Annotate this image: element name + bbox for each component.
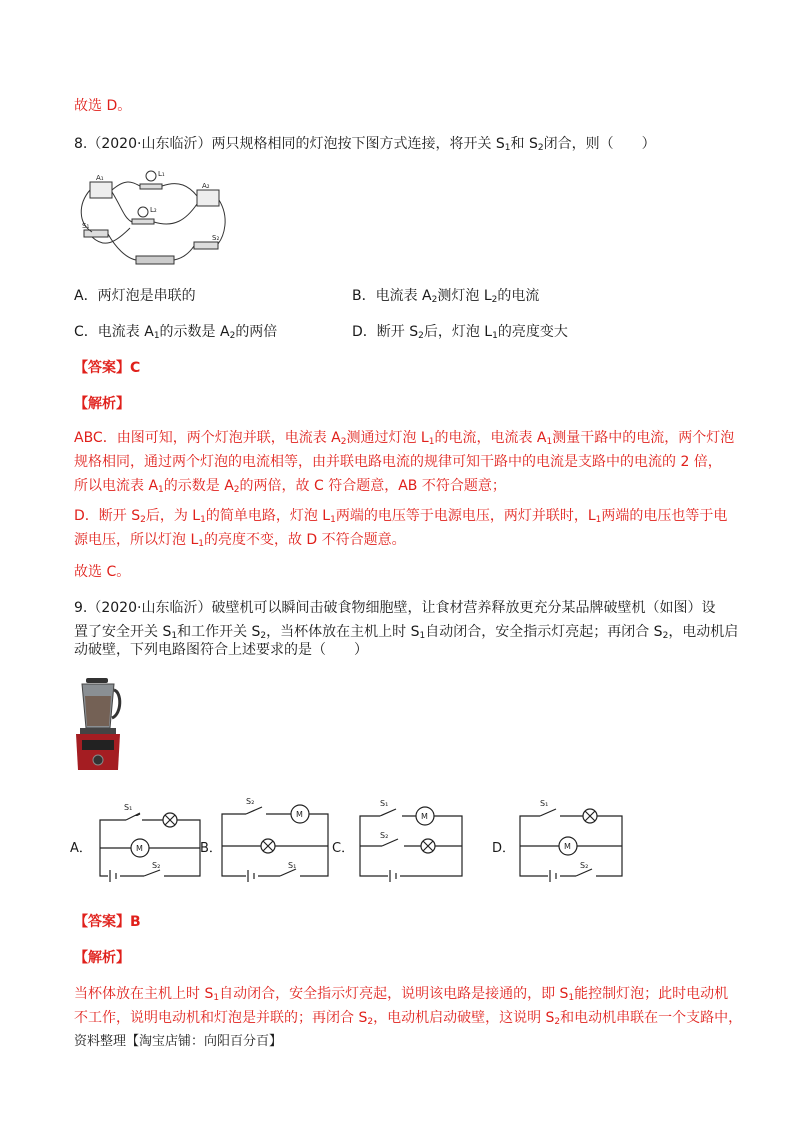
- circuit-label: S₁: [288, 861, 297, 870]
- q8-stem: [74, 134, 656, 158]
- q8-stem-text: 和 S: [510, 136, 538, 152]
- circuit-label: S₂: [380, 831, 389, 840]
- circuit-b: [222, 805, 328, 882]
- circuit-label: S₂: [152, 861, 161, 870]
- q9-answer: 【答案】B: [74, 914, 141, 930]
- fig-label: S₂: [212, 234, 220, 242]
- circuit-label: M: [136, 844, 143, 853]
- q8-option-d: [352, 322, 568, 346]
- circuit-label: M: [296, 810, 303, 819]
- prev-conclusion: 故选 D。: [74, 98, 132, 114]
- analysis-text: 测通过灯泡 L: [346, 430, 429, 446]
- sub: 2: [340, 437, 347, 447]
- sub: 2: [662, 631, 669, 641]
- q8-analysis-line2: 规格相同，通过两个灯泡的电流相等，由并联电路电流的规律可知干路中的电流是支路中的电流的 2 倍，: [74, 454, 722, 470]
- sub: 1: [200, 515, 206, 525]
- option-text: 的两倍: [235, 324, 278, 340]
- analysis-text: 和电动机串联在一个支路中，: [560, 1010, 743, 1026]
- q9-analysis-line2: [74, 1008, 742, 1032]
- analysis-text: 能控制灯泡；此时电动机: [574, 986, 729, 1002]
- option-text: 的亮度变大: [497, 324, 568, 340]
- analysis-text: 自动闭合，安全指示灯亮起，说明该电路是接通的，即 S: [219, 986, 569, 1002]
- analysis-text: ABC．由图可知，两个灯泡并联，电流表 A: [74, 430, 341, 446]
- q8-circuit-figure: [74, 168, 230, 268]
- fig-label: A₂: [202, 182, 210, 190]
- analysis-text: 的简单电路，灯泡 L: [205, 508, 331, 524]
- analysis-text: 测量干路中的电流，两个灯泡: [552, 430, 735, 446]
- sub: 2: [537, 143, 544, 153]
- q8-option-c: [74, 322, 277, 346]
- q9-stem-text: 破壁机可以瞬间击破食物细胞壁，让食材营养释放更充分某品牌破壁机（如图）设: [211, 600, 716, 616]
- sub: 1: [546, 437, 553, 447]
- analysis-text: 所以电流表 A: [74, 478, 159, 494]
- q8-stem-text: 两只规格相同的灯泡按下图方式连接，将开关 S: [211, 136, 505, 152]
- q8-analysis-line1: [74, 428, 734, 452]
- q8-answer: 【答案】C: [74, 360, 141, 376]
- circuit-label: S₂: [580, 861, 589, 870]
- sub: 2: [554, 1017, 561, 1027]
- analysis-text: 的示数是 A: [163, 478, 234, 494]
- q8-analysis-line4: [74, 506, 727, 530]
- circuit-a: [100, 813, 200, 882]
- sub: 1: [171, 631, 178, 641]
- fig-label: A₁: [96, 174, 104, 182]
- sub: 2: [431, 295, 438, 305]
- q9-stem-text: 和工作开关 S: [177, 624, 261, 640]
- option-b-label: B．: [200, 841, 222, 856]
- q8-number: 8.: [74, 136, 88, 152]
- circuit-label: S₁: [124, 803, 133, 812]
- q9-stem-text: 置了安全开关 S: [74, 624, 172, 640]
- sub: 1: [330, 515, 336, 525]
- option-text: 测灯泡 L: [437, 288, 492, 304]
- switch-s1: [84, 230, 108, 237]
- q8-analysis-line5: [74, 530, 406, 554]
- analysis-text: ，电动机启动破壁，这说明 S: [373, 1010, 555, 1026]
- sub: 1: [153, 331, 160, 341]
- option-text: B．电流表 A: [352, 288, 432, 304]
- sub: 1: [213, 993, 220, 1003]
- circuit-label: S₁: [540, 799, 549, 808]
- battery: [136, 256, 174, 264]
- q9-stem-line3: 动破壁，下列电路图符合上述要求的是（ ）: [74, 642, 368, 658]
- q9-number: 9.: [74, 600, 88, 616]
- sub: 2: [229, 331, 236, 341]
- switch-s2: [194, 242, 218, 249]
- q8-analysis-line3: [74, 476, 506, 500]
- analysis-text: 当杯体放在主机上时 S: [74, 986, 214, 1002]
- sub: 1: [158, 485, 164, 495]
- option-a-label: A．: [70, 841, 92, 856]
- circuit-d: [520, 809, 622, 882]
- option-text: 后，灯泡 L: [423, 324, 493, 340]
- sub: 1: [428, 437, 435, 447]
- q9-stem-text: ，电动机启: [668, 624, 739, 640]
- sub: 1: [419, 631, 426, 641]
- sub: 1: [492, 331, 498, 341]
- option-text: 的示数是 A: [159, 324, 230, 340]
- sub: 2: [260, 631, 267, 641]
- analysis-text: 的电流，电流表 A: [434, 430, 547, 446]
- sub: 2: [418, 331, 424, 341]
- q9-circuit-options: [70, 794, 650, 890]
- q8-conclusion: 故选 C。: [74, 564, 131, 580]
- circuit-label: M: [421, 812, 428, 821]
- option-c-label: C．: [332, 841, 355, 856]
- q8-source: （2020·山东临沂）: [87, 136, 212, 152]
- q9-stem-line1: [74, 598, 715, 618]
- bulb-l1: [146, 171, 156, 181]
- analysis-text: 源电压，所以灯泡 L: [74, 532, 199, 548]
- option-d-label: D．: [492, 841, 516, 856]
- analysis-text: 两端的电压也等于电: [601, 508, 728, 524]
- option-text: C．电流表 A: [74, 324, 154, 340]
- q9-analysis-label: 【解析】: [74, 950, 130, 966]
- circuit-c: [360, 807, 462, 882]
- q8-stem-text: 闭合，则（ ）: [543, 136, 656, 152]
- blender-image: [72, 676, 124, 772]
- ammeter-a2: [197, 190, 219, 206]
- sub: 2: [367, 1017, 374, 1027]
- sub: 1: [504, 143, 511, 153]
- ammeter-a1: [90, 182, 112, 198]
- q9-stem-text: ，当杯体放在主机上时 S: [266, 624, 420, 640]
- page-footer: 资料整理【淘宝店铺：向阳百分百】: [74, 1034, 283, 1049]
- analysis-text: 后，为 L: [145, 508, 201, 524]
- option-text: D．断开 S: [352, 324, 419, 340]
- analysis-text: 的两倍，故 C 符合题意，AB 不符合题意；: [239, 478, 506, 494]
- fig-label: L₁: [158, 170, 165, 178]
- fig-label: S₁: [82, 222, 90, 230]
- analysis-text: 不工作，说明电动机和灯泡是并联的；再闭合 S: [74, 1010, 368, 1026]
- fig-label: L₂: [150, 206, 157, 214]
- q9-stem-text: 自动闭合，安全指示灯亮起；再闭合 S: [425, 624, 663, 640]
- sub: 1: [568, 993, 575, 1003]
- q8-option-b: [352, 286, 539, 310]
- sub: 1: [198, 539, 204, 549]
- analysis-text: 两端的电压等于电源电压，两灯并联时，L: [335, 508, 596, 524]
- q8-option-a: A．两灯泡是串联的: [74, 288, 196, 304]
- sub: 2: [491, 295, 498, 305]
- q9-analysis-line1: [74, 984, 728, 1008]
- sub: 1: [595, 515, 602, 525]
- q9-source: （2020·山东临沂）: [87, 600, 212, 616]
- option-text: 的电流: [497, 288, 540, 304]
- circuit-label: M: [564, 842, 571, 851]
- circuit-label: S₂: [246, 797, 255, 806]
- bulb-l2: [138, 207, 148, 217]
- analysis-text: D．断开 S: [74, 508, 141, 524]
- analysis-text: 的亮度不变，故 D 不符合题意。: [203, 532, 406, 548]
- sub: 2: [233, 485, 240, 495]
- q8-analysis-label: 【解析】: [74, 396, 130, 412]
- sub: 2: [140, 515, 146, 525]
- circuit-label: S₁: [380, 799, 389, 808]
